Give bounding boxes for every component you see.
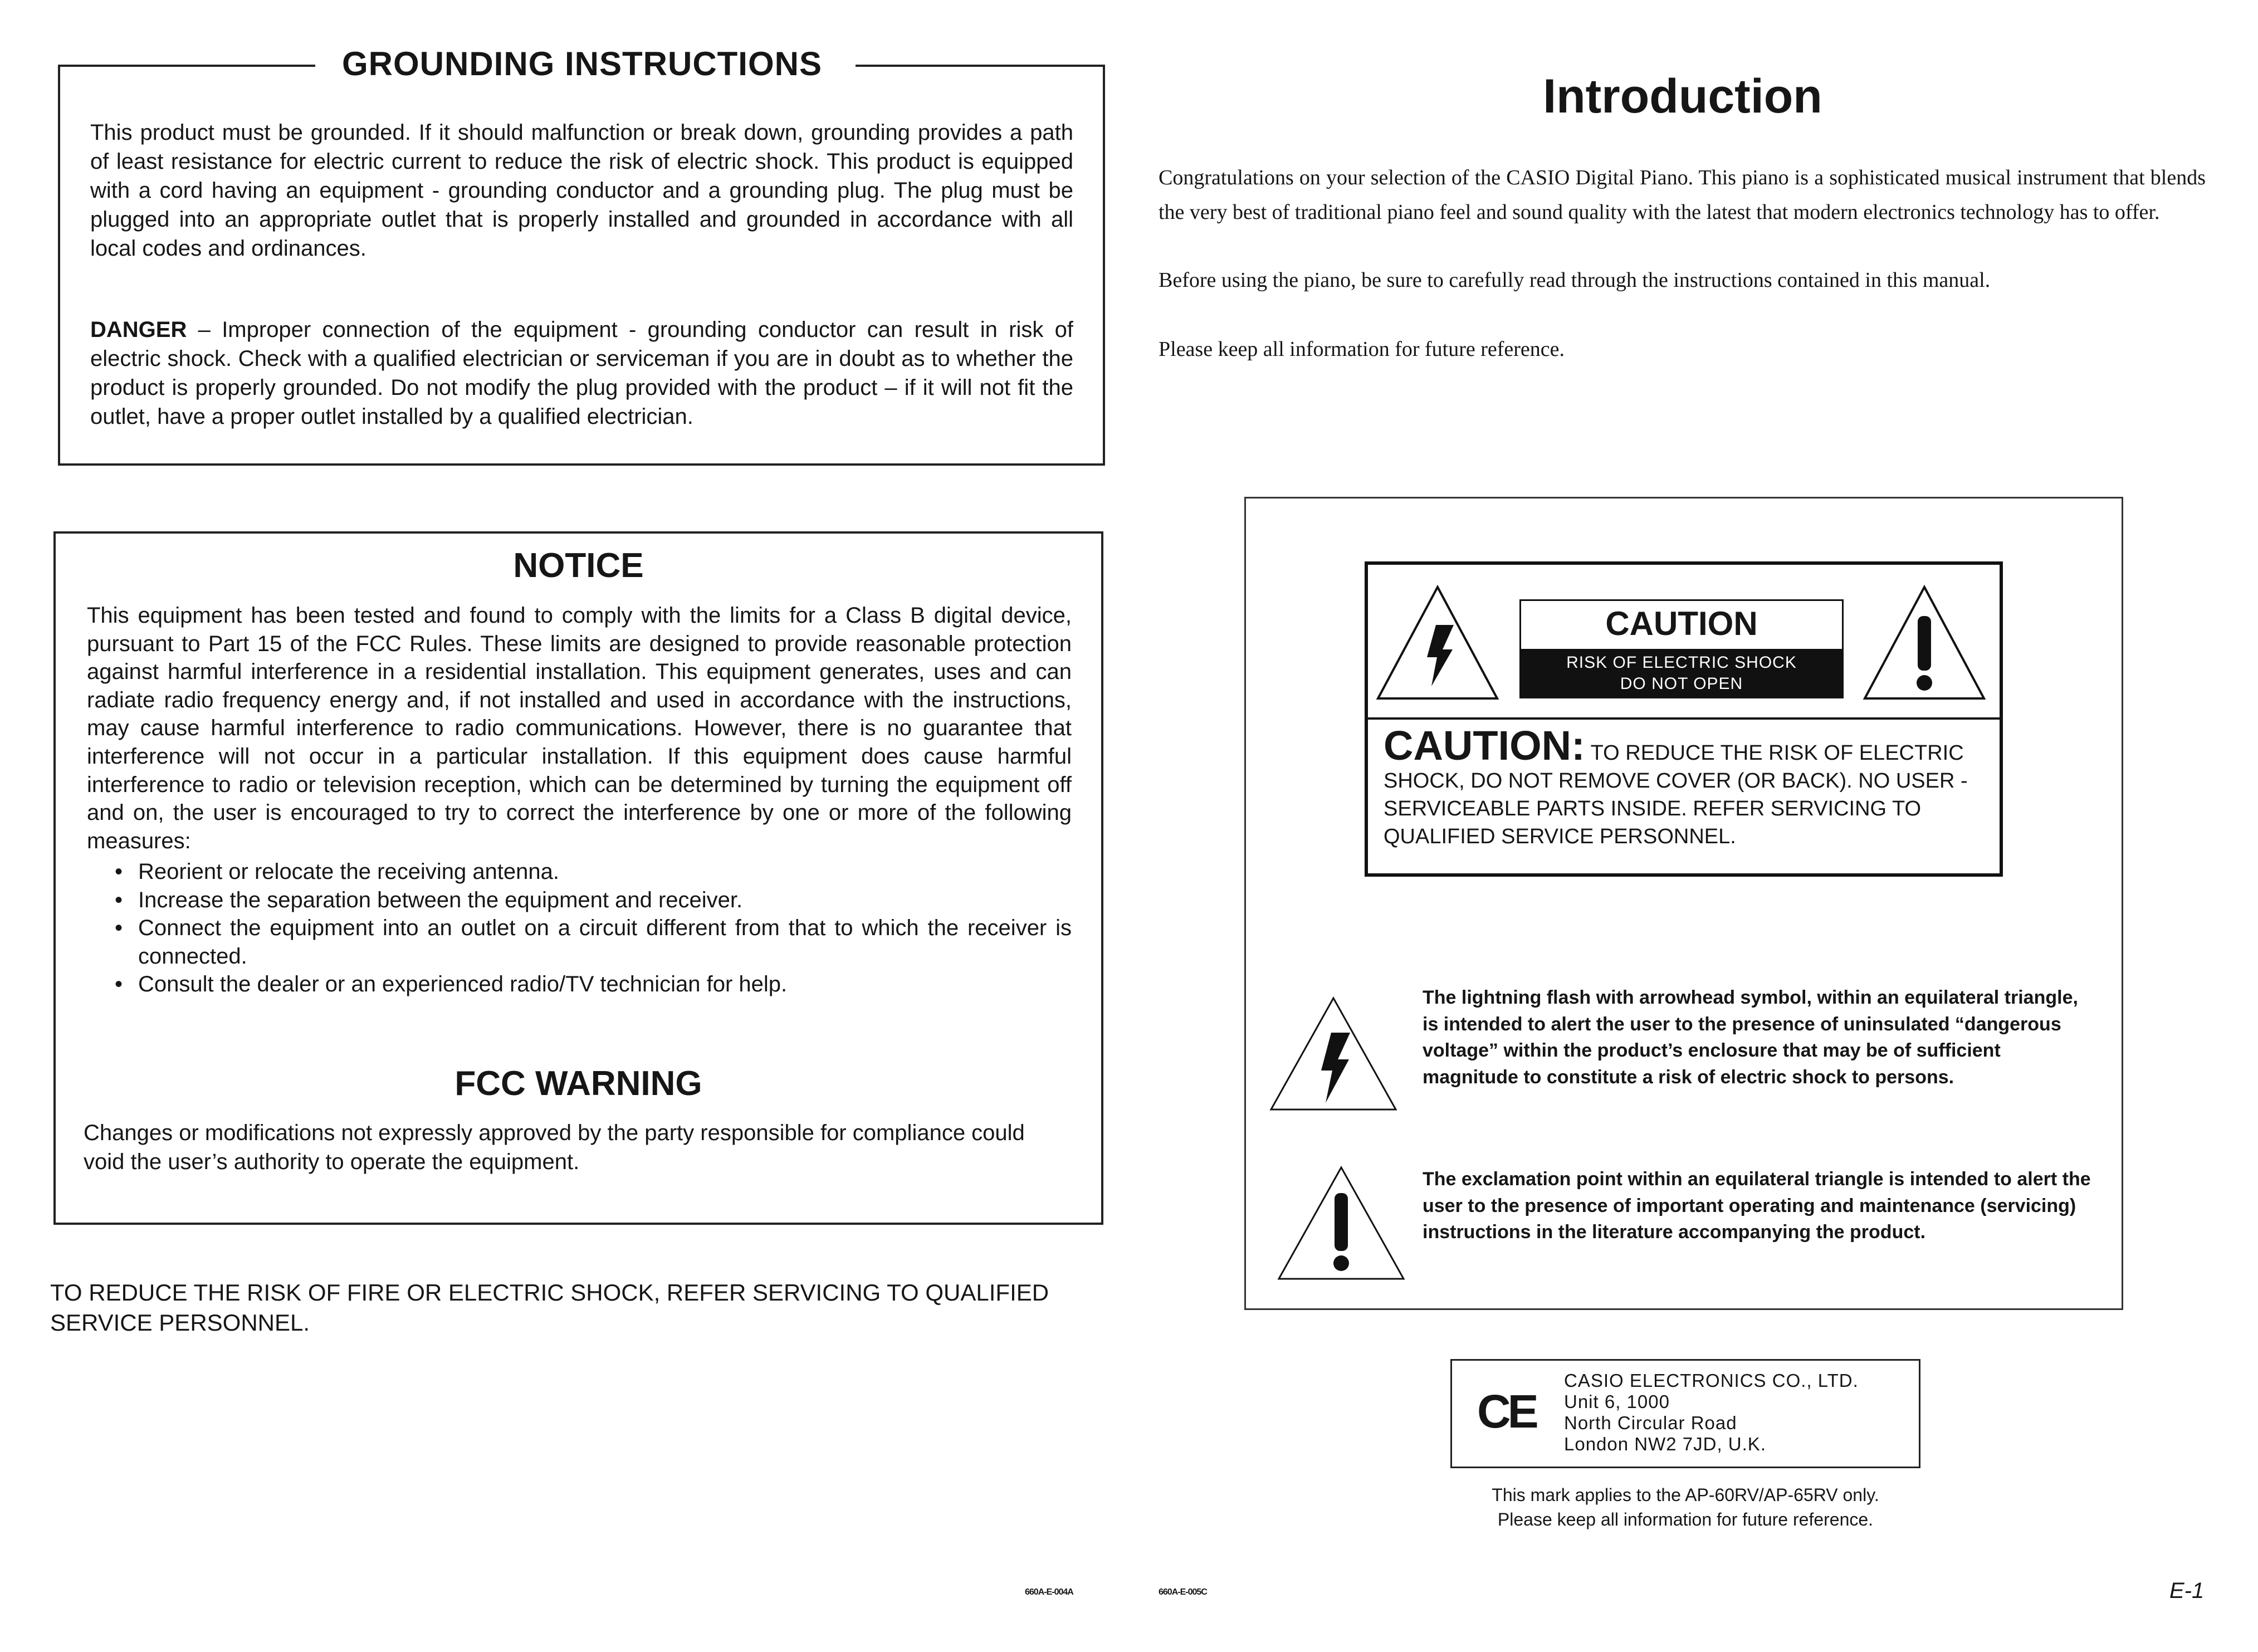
notice-body: This equipment has been tested and found to comply with the limits for a Class B digital device, pursuant to Part 15 of the FCC Rules. These limits are designed to provide reasonable protection against harmful interference in a residential installation. This equipment generates, uses and can radiate radio frequency energy and, if not installed and used in accordance with the instructions, may cause harmful interference to radio communications. However, there is no guarantee that interference will not occur in a particular installation. If this equipment does cause harmful interference to radio or television reception, which can be determined by turning the equipment off and on, the user is encouraged to try to correct the interference by one or more of the following measures: (87, 603, 1072, 853)
list-item: • Increase the separation between the equipment and receiver. (115, 886, 1072, 915)
danger-text: – Improper connection of the equipment - grounding conductor can result in risk of electric shock. Check with a qualified electrician or serviceman if you are in doubt as to whether the product is properly grounded. Do not modify the plug provided with the product – if it will not fit the outlet, have a proper outlet installed by a qualified electrician. (90, 317, 1073, 429)
risk-line-1: RISK OF ELECTRIC SHOCK (1566, 653, 1797, 672)
fcc-warning-title: FCC WARNING (454, 1064, 702, 1103)
exclamation-explanation: The exclamation point within an equilateral triangle is intended to alert the user to the presence of important operating and maintenance (servicing) instructions in the literature accompanying the product. (1423, 1169, 2091, 1243)
caution-heading: CAUTION: (1384, 722, 1585, 769)
exclamation-triangle-icon (1860, 583, 1988, 703)
bullet-icon: • (115, 916, 123, 941)
ce-address-2: North Circular Road (1564, 1412, 1737, 1433)
grounding-title: GROUNDING INSTRUCTIONS (0, 45, 1164, 83)
page-code-right: 660A-E-005C (1159, 1587, 1207, 1597)
intro-paragraph-1: Congratulations on your selection of the CASIO Digital Piano. This piano is a sophisticated musical instrument that blends the very best of traditional piano feel and sound quality with the latest that modern electronics technology has to offer. (1159, 166, 2206, 224)
list-item: • Reorient or relocate the receiving antenna. (115, 858, 1072, 886)
list-item: • Connect the equipment into an outlet on a circuit different from that to which the receiver is connected. (115, 914, 1072, 970)
ce-company: CASIO ELECTRONICS CO., LTD. (1564, 1370, 1859, 1391)
page-number: E-1 (2169, 1578, 2205, 1603)
ce-mark: CE (1477, 1385, 1536, 1438)
intro-paragraph-3: Please keep all information for future reference. (1159, 338, 1565, 361)
danger-label: DANGER (90, 317, 187, 342)
caution-divider (1365, 717, 2003, 720)
bullet-icon: • (115, 972, 123, 997)
fcc-warning-body: Changes or modifications not expressly approved by the party responsible for compliance could void the user’s authority to operate the equipment. (84, 1121, 1025, 1174)
caution-statement (1384, 722, 1991, 851)
bullet-icon: • (115, 887, 123, 912)
notice-measures-list (115, 858, 1072, 999)
page-code-left: 660A-E-004A (1025, 1587, 1073, 1597)
bullet-icon: • (115, 859, 123, 884)
risk-line-2: DO NOT OPEN (1620, 675, 1743, 693)
ce-address-3: London NW2 7JD, U.K. (1564, 1434, 1766, 1454)
caution-label: CAUTION (1605, 605, 1758, 642)
ce-address-1: Unit 6, 1000 (1564, 1391, 1670, 1412)
lightning-explanation: The lightning flash with arrowhead symbol, within an equilateral triangle, is intended to alert the user to the presence of uninsulated “dangerous voltage” within the product’s enclosure that may be of sufficient magnitude to constitute a risk of electric shock to persons. (1423, 987, 2078, 1088)
ce-note-1: This mark applies to the AP-60RV/AP-65RV only. (1492, 1485, 1879, 1505)
lightning-symbol-icon (1267, 994, 1400, 1114)
grounding-paragraph: This product must be grounded. If it should malfunction or break down, grounding provides a path of least resistance for electric current to reduce the risk of electric shock. This product is equipped with a cord having an equipment - grounding conductor and a grounding plug. The plug must be plugged into an appropriate outlet that is properly installed and grounded in accordance with all local codes and ordinances. (90, 120, 1073, 261)
danger-paragraph (90, 315, 1073, 431)
lightning-triangle-icon (1374, 583, 1502, 703)
caution-text: TO REDUCE THE RISK OF ELECTRIC SHOCK, DO NOT REMOVE COVER (OR BACK). NO USER -SERVICEABLE PARTS INSIDE. REFER SERVICING TO QUALIFIED SERVICE PERSONNEL. (1384, 741, 1968, 848)
intro-paragraph-2: Before using the piano, be sure to carefully read through the instructions contained in this manual. (1159, 268, 1991, 292)
ce-note-2: Please keep all information for future reference. (1497, 1509, 1874, 1529)
page-title: Introduction (1543, 70, 1822, 123)
list-item: • Consult the dealer or an experienced radio/TV technician for help. (115, 970, 1072, 999)
fire-risk-note: TO REDUCE THE RISK OF FIRE OR ELECTRIC SHOCK, REFER SERVICING TO QUALIFIED SERVICE PERSONNEL. (50, 1279, 1049, 1336)
exclamation-symbol-icon (1274, 1163, 1408, 1283)
notice-title: NOTICE (513, 546, 644, 585)
